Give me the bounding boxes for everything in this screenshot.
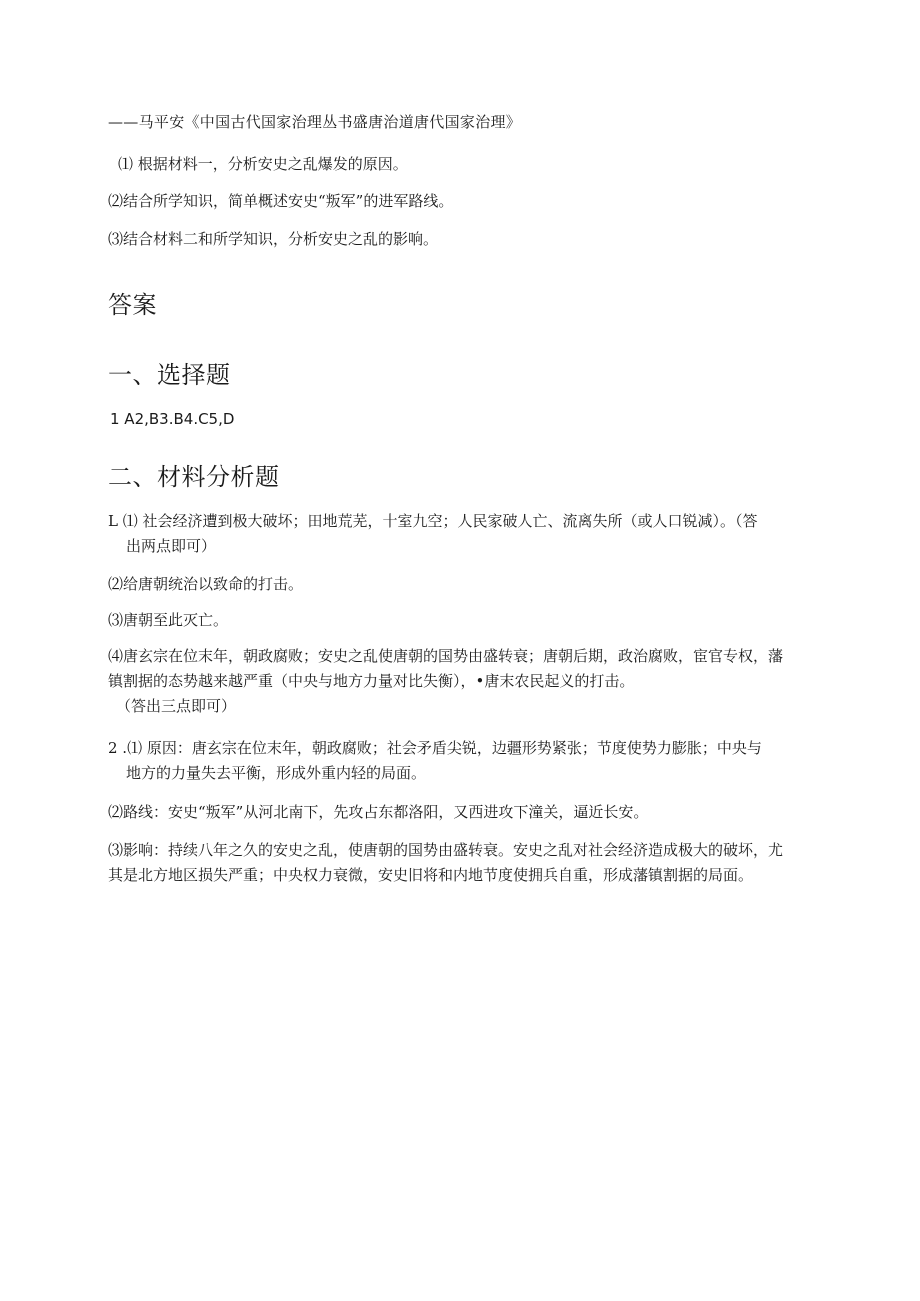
section-1-heading: 一、选择题 [108, 361, 231, 389]
answer-1-part-2: ⑵给唐朝统治以致命的打击。 [108, 575, 304, 593]
answer-1-part-3: ⑶唐朝至此灭亡。 [108, 611, 229, 629]
answer-1-part-1-line-1: L ⑴ 社会经济遭到极大破坏；田地荒芜，十室九空；人民家破人亡、流离失所（或人口锐减）。（答 [108, 512, 758, 530]
answer-1-part-4-line-1: ⑷唐玄宗在位末年，朝政腐败；安史之乱使唐朝的国势由盛转衰；唐朝后期，政治腐败，宦官专权，藩 [108, 647, 784, 665]
answer-2-part-3-line-1: ⑶影响：持续八年之久的安史之乱，使唐朝的国势由盛转衰。安史之乱对社会经济造成极大的破坏，尤 [108, 841, 784, 859]
answer-2-part-1-line-1: 2 .⑴ 原因：唐玄宗在位末年，朝政腐败；社会矛盾尖锐，边疆形势紧张；节度使势力膨胀；中央与 [108, 739, 762, 757]
question-3: ⑶结合材料二和所学知识，分析安史之乱的影响。 [108, 230, 439, 248]
answer-2-part-3-line-2: 其是北方地区损失严重；中央权力衰微，安史旧将和内地节度使拥兵自重，形成藩镇割据的局面。 [108, 866, 754, 884]
answer-1-part-4 [108, 644, 808, 719]
answer-2-part-3 [108, 838, 808, 888]
source-citation: ——马平安《中国古代国家治理丛书盛唐治道唐代国家治理》 [108, 113, 522, 131]
section-2-heading: 二、材料分析题 [108, 463, 280, 491]
answer-2-part-2: ⑵路线：安史“叛军”从河北南下，先攻占东都洛阳，又西进攻下潼关，逼近长安。 [108, 803, 649, 821]
question-1: ⑴ 根据材料一，分析安史之乱爆发的原因。 [118, 155, 408, 173]
answer-2-part-1 [108, 736, 808, 786]
answer-2-part-1-line-2: 地方的力量失去平衡，形成外重内轻的局面。 [126, 764, 427, 782]
answer-1-part-4-line-3: （答出三点即可） [116, 697, 237, 715]
choice-answers: 1 A2,B3.B4.C5,D [110, 410, 235, 428]
answer-1-part-1 [108, 509, 808, 559]
answer-1-part-1-line-2: 出两点即可） [126, 537, 217, 555]
answer-1-part-4-line-2: 镇割据的态势越来越严重（中央与地方力量对比失衡），•唐末农民起义的打击。 [108, 672, 635, 690]
question-2: ⑵结合所学知识，简单概述安史“叛军”的进军路线。 [108, 192, 454, 210]
answer-heading: 答案 [108, 291, 157, 319]
